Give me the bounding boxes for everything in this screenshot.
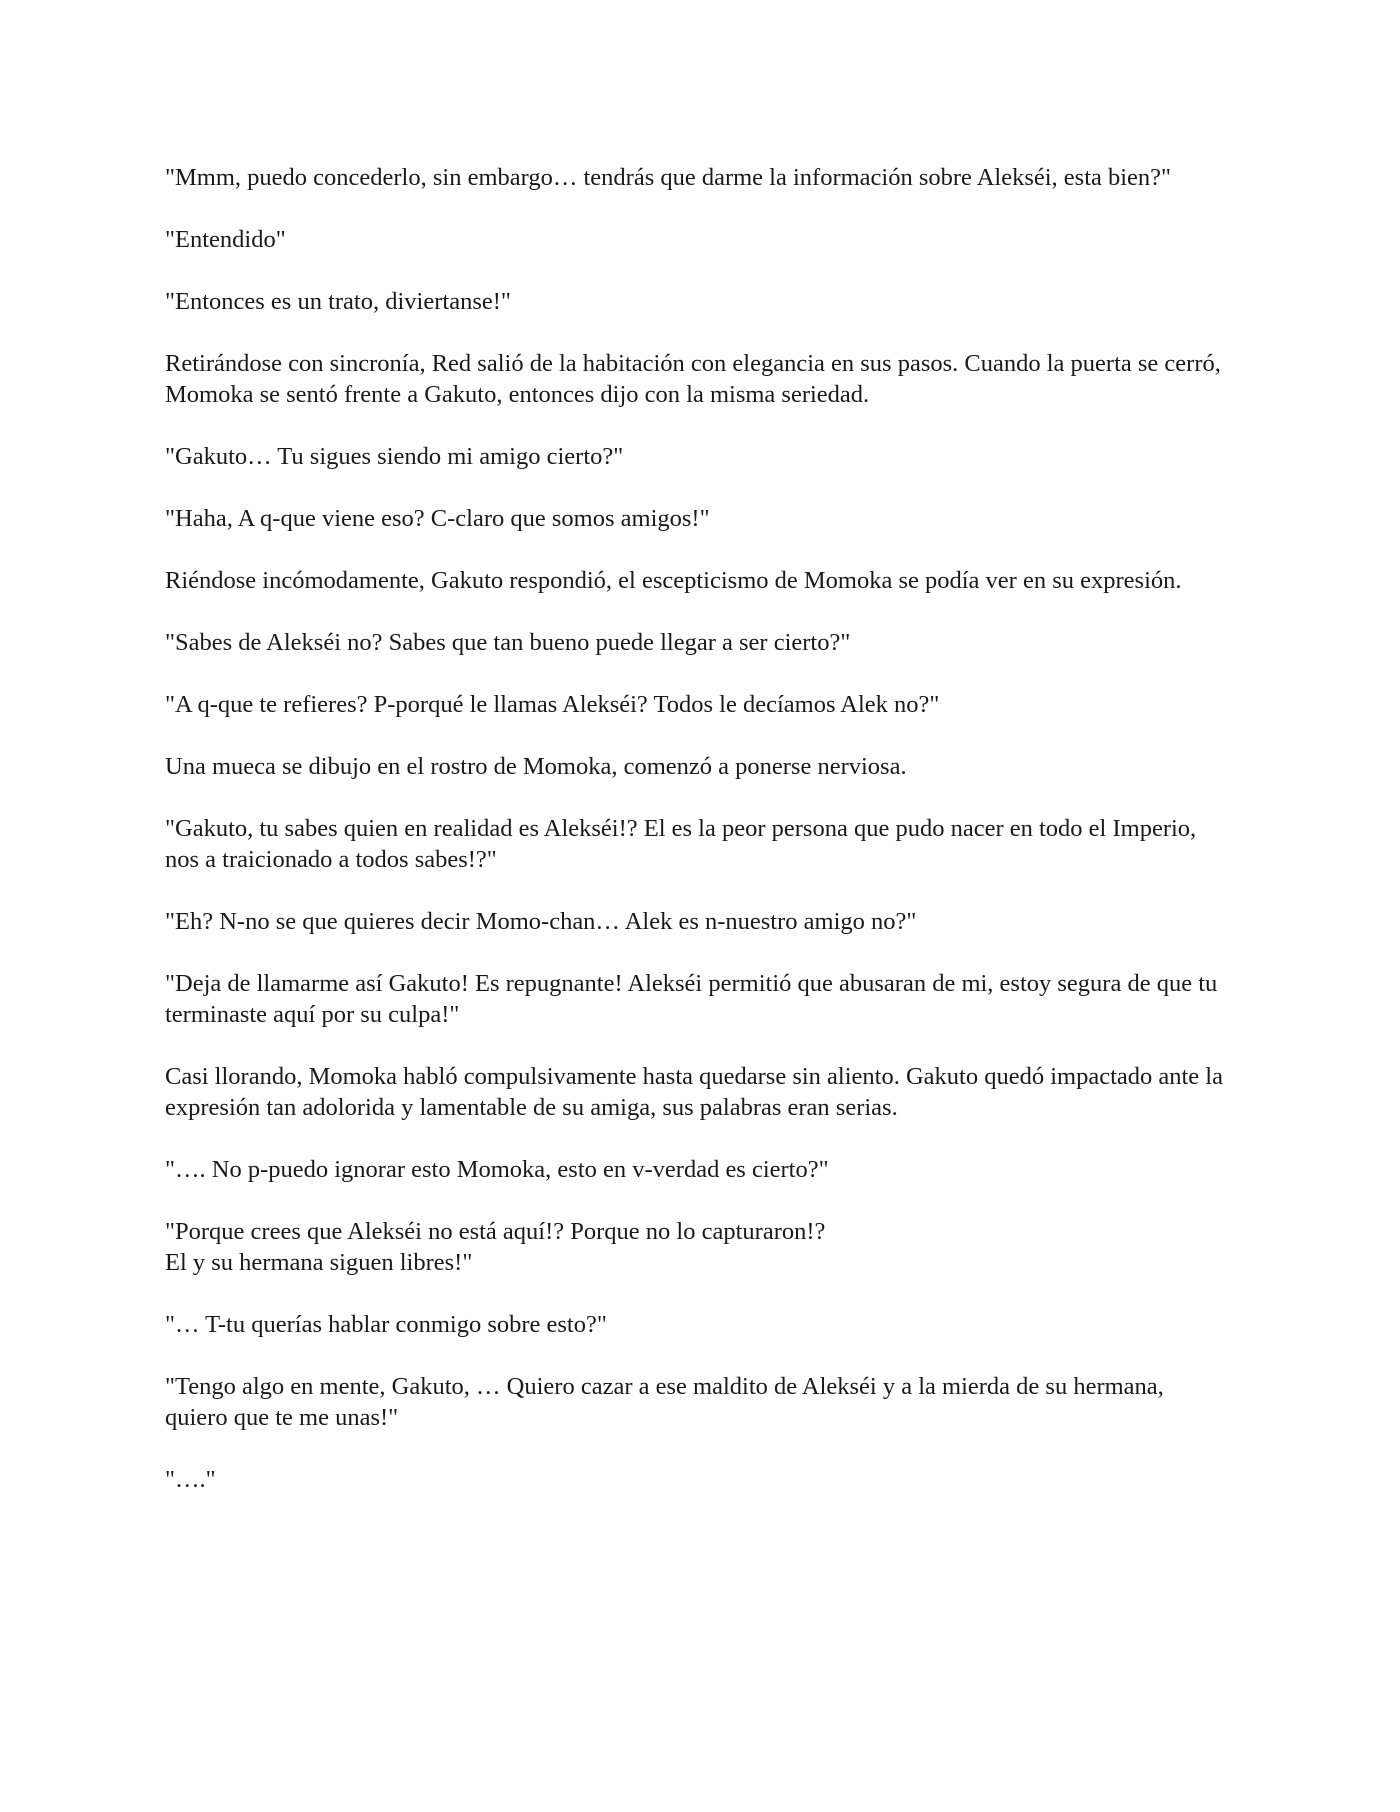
paragraph: Riéndose incómodamente, Gakuto respondió, el escepticismo de Momoka se podía ver en su expresión. bbox=[165, 567, 1182, 594]
paragraph: "Porque crees que Alekséi no está aquí!? Porque no lo capturaron!? El y su hermana siguen libres!" bbox=[165, 1218, 826, 1276]
paragraph: Una mueca se dibujo en el rostro de Momoka, comenzó a ponerse nerviosa. bbox=[165, 753, 907, 780]
paragraph: "…." bbox=[165, 1466, 216, 1493]
paragraph: "Mmm, puedo concederlo, sin embargo… tendrás que darme la información sobre Alekséi, esta bien?" bbox=[165, 164, 1172, 191]
paragraph: Retirándose con sincronía, Red salió de la habitación con elegancia en sus pasos. Cuando la puerta se cerró, Momoka se sentó frente a Gakuto, entonces dijo con la misma seriedad. bbox=[165, 350, 1221, 408]
paragraph: "Tengo algo en mente, Gakuto, … Quiero cazar a ese maldito de Alekséi y a la mierda de su hermana, quiero que te me unas!" bbox=[165, 1373, 1164, 1431]
paragraph: "… T-tu querías hablar conmigo sobre esto?" bbox=[165, 1311, 607, 1338]
document-body bbox=[165, 162, 1225, 1526]
paragraph: "Eh? N-no se que quieres decir Momo-chan… Alek es n-nuestro amigo no?" bbox=[165, 908, 917, 935]
paragraph: "Gakuto, tu sabes quien en realidad es Alekséi!? El es la peor persona que pudo nacer en todo el Imperio, nos a traicionado a todos sabes!?" bbox=[165, 815, 1197, 873]
paragraph: Casi llorando, Momoka habló compulsivamente hasta quedarse sin aliento. Gakuto quedó impactado ante la expresión tan adolorida y lamentable de su amiga, sus palabras eran serias. bbox=[165, 1063, 1223, 1121]
paragraph: "Sabes de Alekséi no? Sabes que tan bueno puede llegar a ser cierto?" bbox=[165, 629, 851, 656]
paragraph: "Gakuto… Tu sigues siendo mi amigo cierto?" bbox=[165, 443, 624, 470]
paragraph: "Entonces es un trato, diviertanse!" bbox=[165, 288, 511, 315]
paragraph: "…. No p-puedo ignorar esto Momoka, esto en v-verdad es cierto?" bbox=[165, 1156, 829, 1183]
paragraph: "Deja de llamarme así Gakuto! Es repugnante! Alekséi permitió que abusaran de mi, estoy segura de que tu terminaste aquí por su culpa!" bbox=[165, 970, 1218, 1028]
paragraph: "Entendido" bbox=[165, 226, 286, 253]
paragraph: "A q-que te refieres? P-porqué le llamas Alekséi? Todos le decíamos Alek no?" bbox=[165, 691, 940, 718]
paragraph: "Haha, A q-que viene eso? C-claro que somos amigos!" bbox=[165, 505, 710, 532]
